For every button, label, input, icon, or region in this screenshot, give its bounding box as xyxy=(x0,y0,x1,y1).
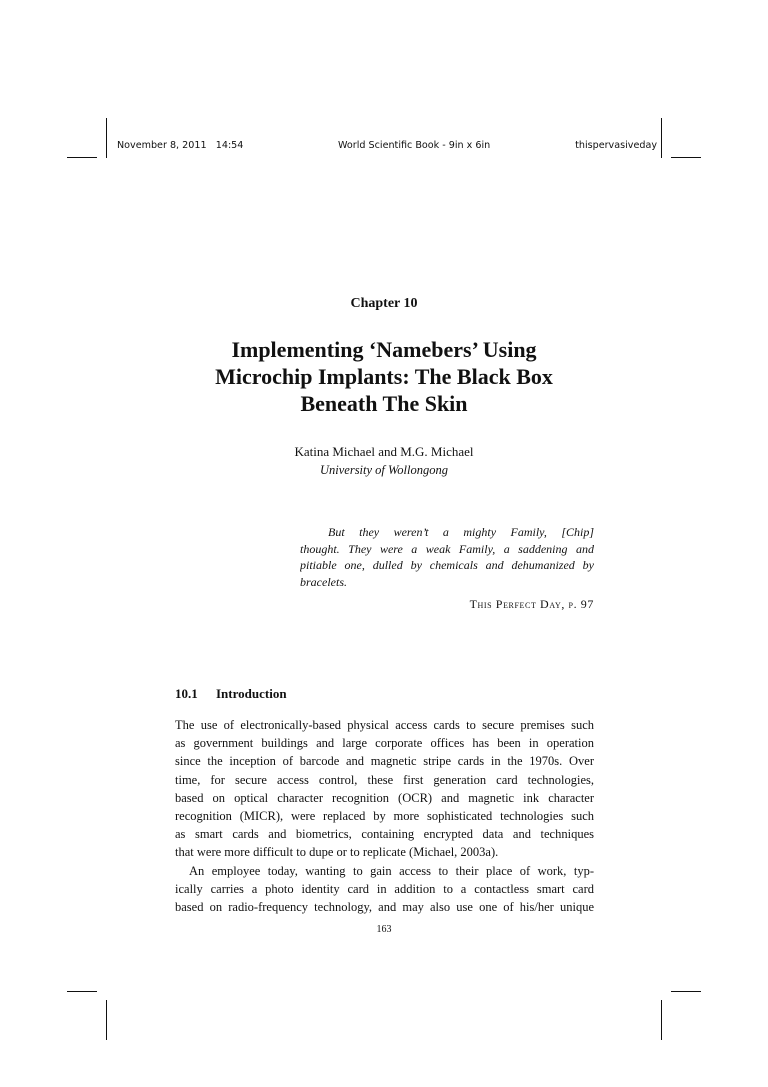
chapter-authors: Katina Michael and M.G. Michael xyxy=(294,444,474,459)
crop-mark xyxy=(67,991,97,992)
crop-mark xyxy=(67,157,97,158)
author-affiliation: University of Wollongong xyxy=(319,463,448,477)
section-title: Introduction xyxy=(216,686,287,701)
body-line: The use of electronically-based physical access cards to secure premises such xyxy=(175,718,594,732)
header-file-name: thispervasiveday xyxy=(575,140,657,151)
body-line: time, for secure access control, these first generation card technologies, xyxy=(175,772,594,787)
chapter-title-line: Microchip Implants: The Black Box xyxy=(215,364,553,389)
epigraph-line: thought. They were a weak Family, a saddening and xyxy=(300,541,594,556)
body-line: as smart cards and biometrics, containing encrypted data and techniques xyxy=(175,827,594,842)
crop-mark xyxy=(661,118,662,158)
body-line: based on radio-frequency technology, and may also use one of his/her unique xyxy=(175,899,594,914)
body-line: as government buildings and large corporate offices has been in operation xyxy=(175,736,594,751)
crop-mark xyxy=(661,1000,662,1040)
header-datetime: November 8, 2011 14:54 xyxy=(117,140,244,151)
epigraph-source: This Perfect Day, p. 97 xyxy=(469,597,594,611)
chapter-label: Chapter 10 xyxy=(350,296,418,311)
epigraph-line: pitiable one, dulled by chemicals and dehumanized by xyxy=(300,558,594,572)
epigraph-line: bracelets. xyxy=(300,574,347,589)
epigraph xyxy=(300,524,594,590)
epigraph-line: But they weren’t a mighty Family, [Chip] xyxy=(328,525,594,539)
body-line: that were more difficult to dupe or to replicate (Michael, 2003a). xyxy=(175,845,499,860)
body-line: recognition (MICR), were replaced by more sophisticated technologies such xyxy=(175,808,594,823)
section-number: 10.1 xyxy=(175,686,198,701)
crop-mark xyxy=(106,118,107,158)
body-line: based on optical character recognition (OCR) and magnetic ink character xyxy=(175,790,594,805)
chapter-title-line: Beneath The Skin xyxy=(300,391,468,416)
body-line: ically carries a photo identity card in addition to a contactless smart card xyxy=(175,881,594,896)
section-heading xyxy=(175,686,287,702)
chapter-title-line: Implementing ‘Namebers’ Using xyxy=(231,337,537,362)
crop-mark xyxy=(671,157,701,158)
crop-mark xyxy=(671,991,701,992)
header-book-title: World Scientific Book - 9in x 6in xyxy=(338,140,491,151)
body-line: An employee today, wanting to gain access to their place of work, typ- xyxy=(189,863,594,878)
chapter-title xyxy=(120,336,648,417)
running-header xyxy=(117,140,657,154)
page-number: 163 xyxy=(376,924,392,935)
body-line: since the inception of barcode and magnetic stripe cards in the 1970s. Over xyxy=(175,754,594,769)
crop-mark xyxy=(106,1000,107,1040)
body-text xyxy=(175,716,594,916)
